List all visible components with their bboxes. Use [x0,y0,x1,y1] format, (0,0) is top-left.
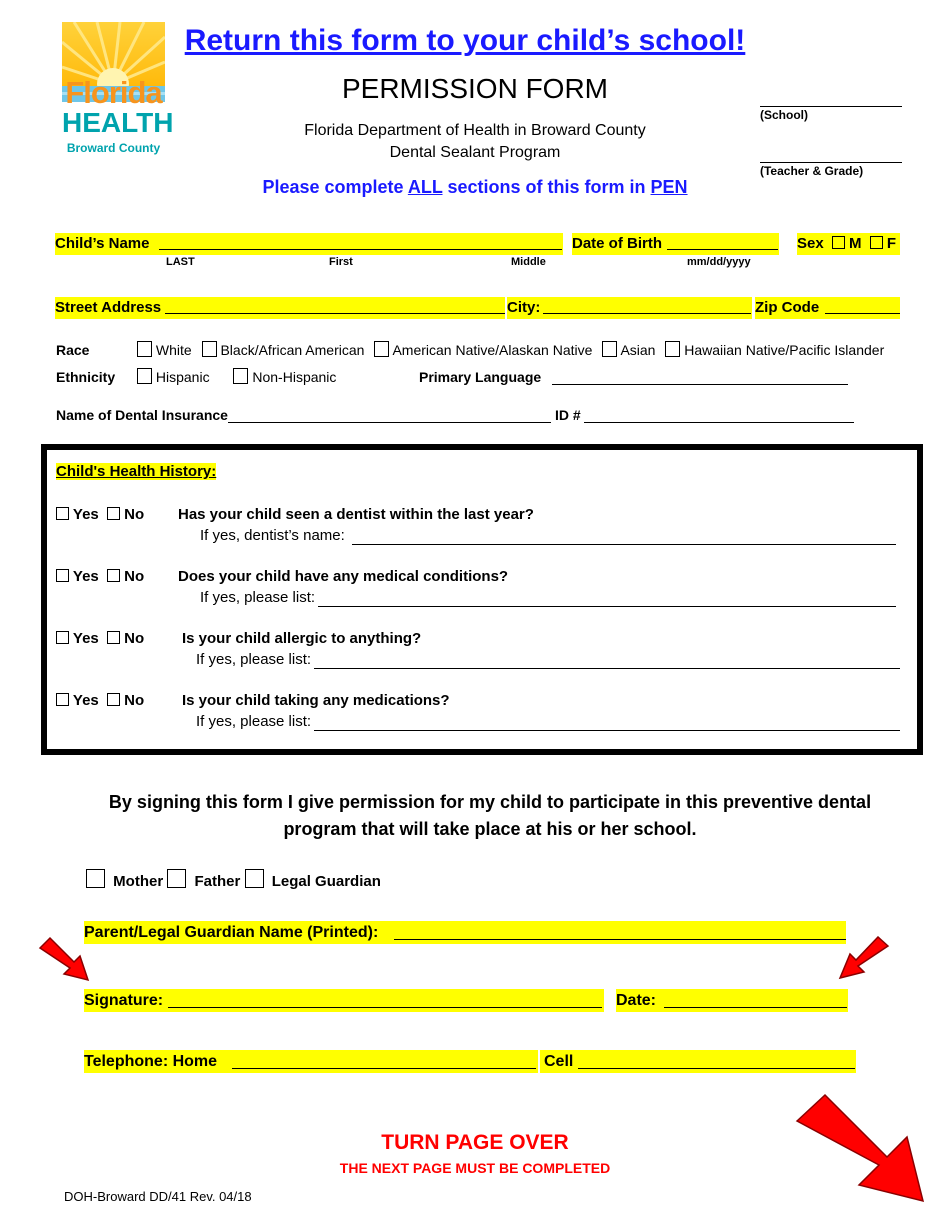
street-label: Street Address [55,299,162,316]
instr-pre: Please complete [262,177,408,197]
telephone-cell-label: Cell [544,1053,574,1070]
race-asian-label: Asian [620,342,656,358]
program-name: Dental Sealant Program [389,144,561,161]
mother-label: Mother [113,873,164,890]
q2-followup-line[interactable] [318,589,896,607]
turn-page-over: TURN PAGE OVER [381,1131,569,1154]
q3-text: Is your child allergic to anything? [182,630,422,647]
guardian-name-label: Parent/Legal Guardian Name (Printed): [84,924,379,941]
q3-followup-line[interactable] [314,651,900,669]
race-hawaiian-label: Hawaiian Native/Pacific Islander [684,342,885,358]
q3-yes-label: Yes [72,630,99,647]
mother-checkbox[interactable] [86,869,105,888]
signature-field[interactable] [84,989,604,1012]
date-label: Date: [616,992,657,1009]
relation-options [86,869,381,890]
legal-guardian-checkbox[interactable] [245,869,264,888]
q4-followup-label: If yes, please list: [196,713,312,730]
hispanic-checkbox[interactable] [137,368,152,384]
school-line[interactable] [760,106,902,107]
race-native-checkbox[interactable] [374,341,389,357]
date-field[interactable] [616,989,848,1012]
race-white-checkbox[interactable] [137,341,152,357]
q3-yes-checkbox[interactable] [56,631,69,644]
q4-no-checkbox[interactable] [107,693,120,706]
child-name-label: Child’s Name [55,235,150,252]
street-field[interactable] [55,297,505,319]
race-options [137,341,884,358]
q2-no-checkbox[interactable] [107,569,120,582]
pen-instructions [150,175,800,199]
q3-no-label: No [124,630,145,647]
name-last-caption: LAST [166,256,195,268]
sex-f-label: F [886,235,897,252]
department-name: Florida Department of Health in Broward County [304,122,646,139]
q2-no-label: No [124,568,145,585]
left-arrow-icon [36,936,94,984]
dob-field[interactable] [572,233,779,255]
dob-format-caption: mm/dd/yyyy [687,256,751,268]
q3-followup-label: If yes, please list: [196,651,312,668]
instr-all: ALL [407,177,443,197]
hispanic-label: Hispanic [155,369,210,385]
instr-mid: sections of this form in [442,177,651,197]
address-row [55,297,905,319]
race-white-label: White [155,342,192,358]
health-history-heading: Child's Health History: [56,463,217,480]
insurance-id-line[interactable] [584,422,854,423]
name-first-caption: First [329,256,353,268]
race-hawaiian-checkbox[interactable] [665,341,680,357]
q1-no-label: No [124,506,145,523]
logo-health: HEALTH [62,107,174,138]
ethnicity-label: Ethnicity [56,369,116,385]
father-checkbox[interactable] [167,869,186,888]
primary-language-label: Primary Language [419,369,542,385]
school-label: (School) [760,108,808,122]
sex-m-label: M [849,235,862,252]
telephone-home-label: Telephone: Home [84,1053,218,1070]
sex-m-checkbox[interactable] [832,236,845,249]
q1-followup-line[interactable] [352,527,896,545]
non-hispanic-label: Non-Hispanic [252,369,337,385]
q1-text: Has your child seen a dentist within the last year? [178,506,534,523]
return-notice: Return this form to your child’s school! [184,24,746,57]
father-label: Father [194,873,241,890]
dob-label: Date of Birth [572,235,662,252]
guardian-name-field[interactable] [84,921,846,944]
turn-page-arrow-icon [795,1093,925,1205]
primary-language-line[interactable] [552,384,848,385]
q1-yes-label: Yes [72,506,99,523]
q1-yes-checkbox[interactable] [56,507,69,520]
race-native-label: American Native/Alaskan Native [392,342,593,358]
page-title: PERMISSION FORM [341,73,608,104]
sex-f-checkbox[interactable] [870,236,883,249]
q4-text: Is your child taking any medications? [182,692,450,709]
consent-statement: By signing this form I give permission for my child to participate in this preventive dental program that will take place at his or her school. [108,792,872,839]
race-black-label: Black/African American [220,342,365,358]
legal-guardian-label: Legal Guardian [271,873,381,890]
insurance-id-label: ID # [555,407,581,423]
non-hispanic-checkbox[interactable] [233,368,248,384]
q2-text: Does your child have any medical conditions? [178,568,509,585]
zip-label: Zip Code [755,299,820,316]
next-page-notice: THE NEXT PAGE MUST BE COMPLETED [339,1160,611,1176]
sex-field [797,233,900,255]
q2-followup-label: If yes, please list: [200,589,316,606]
city-label: City: [507,299,541,316]
q2-yes-label: Yes [72,568,99,585]
signature-label: Signature: [84,992,164,1009]
child-name-field[interactable] [55,233,563,255]
ethnicity-options [137,368,336,385]
name-middle-caption: Middle [511,256,546,268]
logo-florida: Florida [65,75,162,110]
q4-no-label: No [124,692,145,709]
q2-yes-checkbox[interactable] [56,569,69,582]
q1-no-checkbox[interactable] [107,507,120,520]
zip-field[interactable] [755,297,900,319]
teacher-label: (Teacher & Grade) [760,164,864,178]
insurance-line[interactable] [228,422,551,423]
telephone-home-field[interactable] [84,1050,538,1073]
race-asian-checkbox[interactable] [602,341,617,357]
q3-no-checkbox[interactable] [107,631,120,644]
race-black-checkbox[interactable] [202,341,217,357]
logo-broward: Broward County [66,141,161,155]
q4-followup-line[interactable] [314,713,900,731]
teacher-line[interactable] [760,162,902,163]
telephone-cell-field[interactable] [540,1050,856,1073]
right-arrow-icon [836,936,892,982]
instr-pen: PEN [650,177,688,197]
sex-label: Sex [797,235,824,252]
child-name-row [55,233,905,255]
q1-followup-label: If yes, dentist’s name: [200,527,345,544]
q4-yes-checkbox[interactable] [56,693,69,706]
q4-yes-label: Yes [72,692,99,709]
race-label: Race [56,342,90,358]
insurance-label: Name of Dental Insurance [56,407,228,423]
city-field[interactable] [507,297,752,319]
form-id: DOH-Broward DD/41 Rev. 04/18 [64,1189,252,1204]
